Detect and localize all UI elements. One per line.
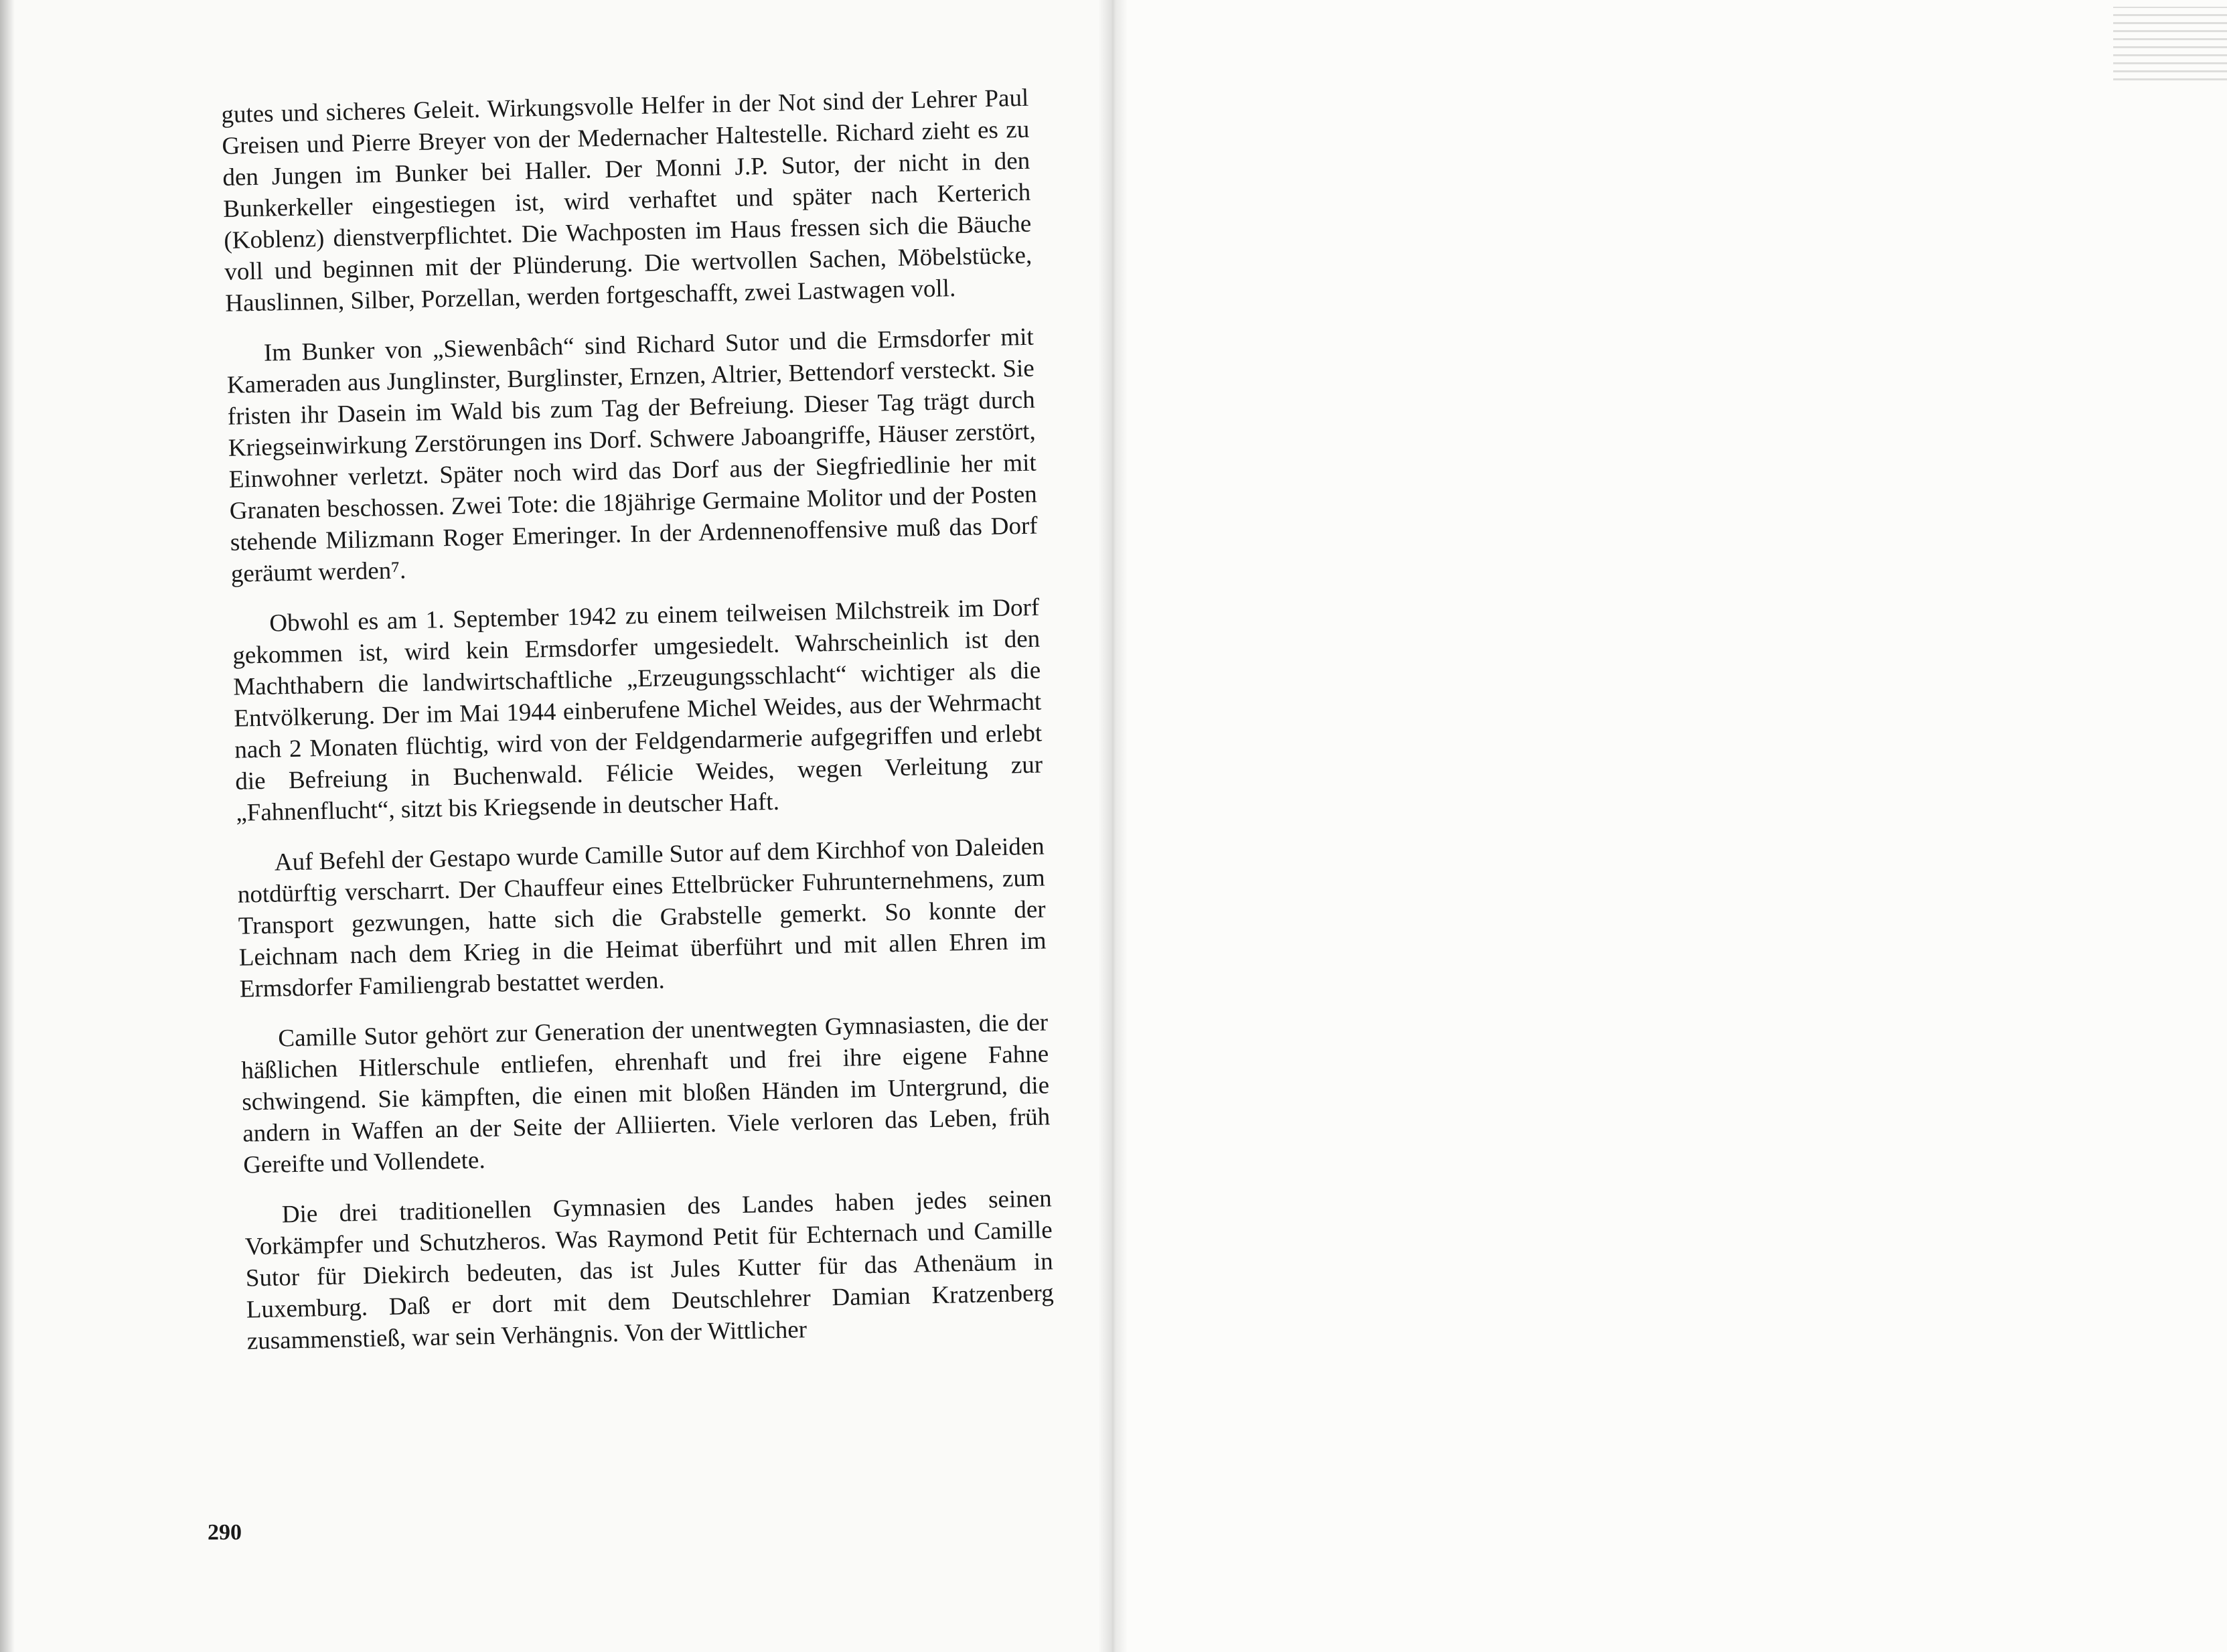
paragraph: Obwohl es am 1. September 1942 zu einem teilweisen Milchstreik im Dorf gekommen ist, wird kein Ermsdorfer umgesiedelt. Wahrscheinlich ist den Machthabern die landwirtschaftliche „Erzeugungsschlacht“ wichtiger als die Entvölkerung. Der im Mai 1944 einberufene Michel Weides, aus der Wehrmacht nach 2 Monaten flüchtig, wird von der Feldgendarmerie aufgegriffen und erlebt die Befreiung in Buchenwald. Félicie Weides, wegen Verleitung zur „Fahnenflucht“, sitzt bis Kriegsende in deutscher Haft. xyxy=(232,593,1043,827)
page-number-left: 290 xyxy=(208,1520,242,1545)
left-page xyxy=(0,0,1113,1652)
left-page-body xyxy=(221,82,1055,1376)
page-edge-shadow xyxy=(0,0,15,1652)
paragraph: Camille Sutor gehört zur Generation der unentwegten Gymnasiasten, die der häßlichen Hitlerschule entliefen, ehrenhaft und frei ihre eigene Fahne schwingend. Sie kämpften, die einen mit bloßen Händen im Untergrund, die andern in Waffen an der Seite der Alliierten. Viele verloren das Leben, früh Gereifte und Vollendete. xyxy=(240,1008,1051,1179)
bleed-through-shadow xyxy=(2113,7,2227,80)
right-page xyxy=(1113,0,2227,1652)
paragraph: gutes und sicheres Geleit. Wirkungsvolle Helfer in der Not sind der Lehrer Paul Greisen und Pierre Breyer von der Medernacher Haltestelle. Richard zieht es zu den Jungen im Bunker bei Haller. Der Monni J.P. Sutor, der nicht in den Bunkerkeller eingestiegen ist, wird verhaftet und später nach Kerterich (Koblenz) dienstverpflichtet. Die Wachposten im Haus fressen sich die Bäuche voll und beginnen mit der Plünderung. Die wertvollen Sachen, Möbelstücke, Hauslinnen, Silber, Porzellan, werden fortgeschafft, zwei Lastwagen voll. xyxy=(221,84,1032,317)
paragraph: Im Bunker von „Siewenbâch“ sind Richard Sutor und die Ermsdorfer mit Kameraden aus Junglinster, Burglinster, Ernzen, Altrier, Bettendorf versteckt. Sie fristen ihr Dasein im Wald bis zum Tag der Befreiung. Dieser Tag trägt durch Kriegseinwirkung Zerstörungen ins Dorf. Schwere Jaboangriffe, Häuser zerstört, Einwohner verletzt. Später noch wird das Dorf aus der Siegfriedlinie her mit Granaten beschossen. Zwei Tote: die 18jährige Germaine Molitor und der Posten stehende Milizmann Roger Emeringer. In der Ardennenoffensive muß das Dorf geräumt werden⁷. xyxy=(226,323,1039,588)
paragraph: Auf Befehl der Gestapo wurde Camille Sutor auf dem Kirchhof von Daleiden notdürftig verscharrt. Der Chauffeur eines Ettelbrücker Fuhrunternehmens, zum Transport gezwungen, hatte sich die Grabstelle gemerkt. So konnte der Leichnam nach dem Krieg in die Heimat überführt und mit allen Ehren im Ermsdorfer Familiengrab bestattet werden. xyxy=(237,832,1047,1003)
paragraph: Die drei traditionellen Gymnasien des Landes haben jedes seinen Vorkämpfer und Schutzheros. Was Raymond Petit für Echternach und Camille Sutor für Diekirch bedeuten, das ist Jules Kutter für das Athenäum in Luxemburg. Daß er dort mit dem Deutschlehrer Damian Kratzenberg zusammenstieß, war sein Verhängnis. Von der Wittlicher xyxy=(244,1185,1055,1355)
book-gutter xyxy=(1098,0,1128,1652)
